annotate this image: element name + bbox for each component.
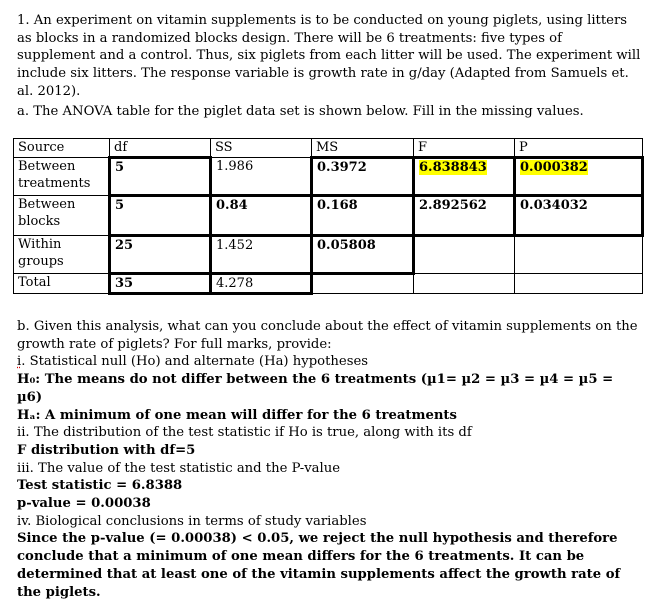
part-a-prompt: a. The ANOVA table for the piglet data set is shown below. Fill in the missing values.: [17, 104, 584, 119]
answer-ii: F distribution with df=5: [17, 442, 196, 458]
cell-f-highlight: 6.838843: [419, 160, 487, 175]
part-b: [17, 318, 642, 601]
table-header-row: [14, 139, 643, 158]
table-row: [14, 274, 643, 294]
table-row: [14, 158, 643, 196]
part-b-i-number: i: [17, 354, 22, 370]
cell-p: [515, 274, 643, 294]
cell-source: Within groups: [14, 236, 110, 274]
answer-test-statistic: Test statistic = 6.8388: [17, 478, 183, 494]
part-b-question: b. Given this analysis, what can you conclude about the effect of vitamin supplements on the growth rate of piglets? For full marks, provide:: [17, 319, 638, 352]
cell-p: 0.034032: [515, 196, 643, 236]
anova-table: [13, 138, 644, 295]
header-ms: MS: [312, 139, 414, 158]
cell-source: Between treatments: [14, 158, 110, 196]
cell-f: 2.892562: [414, 196, 515, 236]
cell-source: Total: [14, 274, 110, 294]
table-row: [14, 236, 643, 274]
cell-df: 25: [110, 236, 211, 274]
cell-p-highlight: 0.000382: [520, 160, 588, 175]
header-f: F: [414, 139, 515, 158]
intro-text: 1. An experiment on vitamin supplements is to be conducted on young piglets, using litters as blocks in a randomized blocks design. There will be 6 treatments: five types of supplement and a control. Thus, six piglets from each litter will be used. The experiment will include six litters. The response variable is growth rate in g/day (Adapted from Samuels et. al. 2012).: [17, 13, 641, 99]
cell-ss: 4.278: [211, 274, 312, 294]
answer-p-value: p-value = 0.00038: [17, 496, 151, 512]
cell-ms: 0.168: [312, 196, 414, 236]
header-df: df: [110, 139, 211, 158]
part-b-iv: iv. Biological conclusions in terms of study variables: [17, 513, 367, 529]
part-b-iii: iii. The value of the test statistic and the P-value: [17, 460, 341, 476]
cell-p: [515, 158, 643, 196]
cell-ms: 0.3972: [312, 158, 414, 196]
answer-h0: H₀: The means do not differ between the 6 treatments (µ1= µ2 = µ3 = µ4 = µ5 = µ6): [17, 372, 614, 405]
header-source: Source: [14, 139, 110, 158]
part-b-i-text: . Statistical null (Ho) and alternate (Ha) hypotheses: [21, 354, 369, 370]
cell-f: [414, 274, 515, 294]
table-row: [14, 196, 643, 236]
answer-ha: Hₐ: A minimum of one mean will differ for the 6 treatments: [17, 407, 457, 423]
header-p: P: [515, 139, 643, 158]
question-1-intro: [17, 12, 642, 101]
header-ss: SS: [211, 139, 312, 158]
cell-ss: 1.986: [211, 158, 312, 196]
part-b-i: [17, 353, 642, 371]
part-b-ii: ii. The distribution of the test statistic if Ho is true, along with its df: [17, 425, 472, 441]
answer-iv: Since the p-value (= 0.00038) < 0.05, we reject the null hypothesis and therefore conclude that a minimum of one mean differs for the 6 treatments. It can be determined that at least one of the vitamin supplements affect the growth rate of the piglets.: [17, 531, 621, 600]
cell-ss: 0.84: [211, 196, 312, 236]
cell-f: [414, 236, 515, 274]
cell-df: 35: [110, 274, 211, 294]
cell-df: 5: [110, 196, 211, 236]
cell-source: Between blocks: [14, 196, 110, 236]
cell-f: [414, 158, 515, 196]
cell-ms: 0.05808: [312, 236, 414, 274]
cell-ms: [312, 274, 414, 294]
cell-p: [515, 236, 643, 274]
cell-ss: 1.452: [211, 236, 312, 274]
cell-df: 5: [110, 158, 211, 196]
